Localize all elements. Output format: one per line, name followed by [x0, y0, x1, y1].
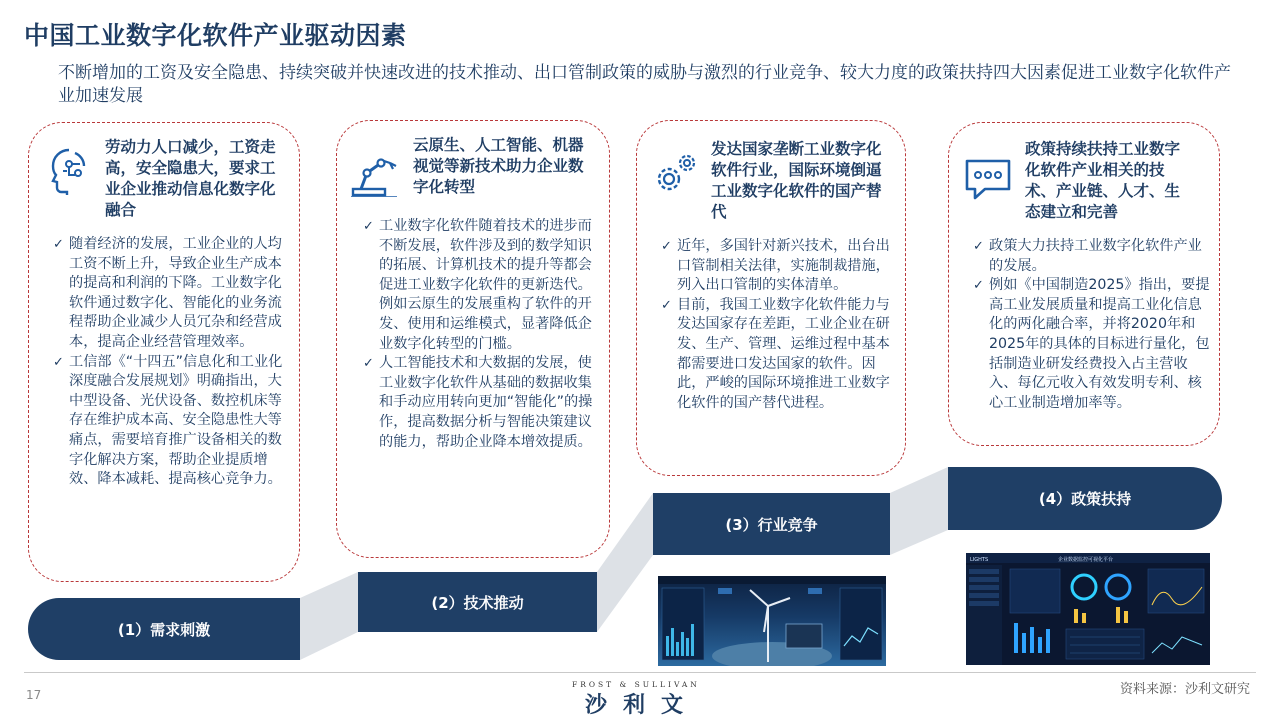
brand-name-cn: 沙利文 [585, 693, 700, 718]
page-title: 中国工业数字化软件产业驱动因素 [24, 21, 407, 50]
check-icon: ✓ [53, 354, 64, 370]
footer-divider [24, 672, 1256, 673]
list-item: ✓ 随着经济的发展，工业企业的人均工资不断上升，导致企业生产成本的提高和利润的下降。工业数字化软件通过数字化、智能化的业务流程帮助企业减少人员冗杂和经营成本，提高企业经营管理效率。 [53, 236, 282, 350]
gears-icon [651, 151, 701, 197]
card-4-heading: 政策持续扶持工业数字化软件产业相关的技术、产业链、人才、生态建立和完善 [1025, 140, 1181, 221]
list-item: ✓ 目前，我国工业数字化软件能力与发达国家存在差距，工业企业在研发、生产、管理、运维过程中基本都需要进口发达国家的软件。因此，严峻的国际环境推进工业数字化软件的国产替代进程。 [661, 296, 890, 411]
platform-title: 企业数据监控可视化平台 [1058, 557, 1114, 563]
list-item: ✓ 工业数字化软件随着技术的进步而不断发展，软件涉及到的数学知识的拓展、计算机技术的提升等都会促进工业数字化软件的更新迭代。例如云原生的发展重构了软件的开发、使用和运维模式，显著降低企业数字化转型的门槛。 [363, 218, 592, 352]
list-item: ✓ 工信部《“十四五”信息化和工业化深度融合发展规划》明确指出，大中型设备、光伏设备、数控机床等存在维护成本高、安全隐患性大等痛点，需要培育推广设备相关的数字化解决方案，帮助企业提质增效、降本减耗、提高核心竞争力。 [53, 353, 283, 488]
platform-brand: LIGHTS [970, 557, 989, 563]
check-icon: ✓ [53, 237, 64, 252]
brain-head-icon [49, 147, 91, 195]
step-1-label: (1）需求刺激 [117, 620, 211, 639]
step-4-bar [948, 467, 1222, 530]
industry-dashboard-image [658, 576, 886, 666]
card-2-bullets [363, 217, 599, 452]
step-4-label: (4）政策扶持 [1038, 490, 1132, 508]
list-item: ✓ 人工智能技术和大数据的发展，使工业数字化软件从基础的数据收集和手动应用转向更加“智能化”的操作，提高数据分析与智能决策建议的能力，帮助企业降本增效提质。 [363, 355, 593, 450]
step-3-label: (3）行业竞争 [725, 515, 818, 534]
card-3-heading: 发达国家垄断工业数字化软件行业，国际环境倒逼工业数字化软件的国产替代 [711, 140, 882, 221]
step-3-bar [653, 493, 890, 555]
step-1-bar [28, 598, 300, 660]
check-icon: ✓ [661, 297, 672, 313]
driver-card-4 [948, 122, 1220, 446]
check-icon: ✓ [363, 356, 374, 372]
robot-arm-icon [349, 151, 399, 197]
connector-1-2 [300, 572, 358, 660]
card-1-heading: 劳动力人口减少，工资走高，安全隐患大，要求工业企业推动信息化数字化融合 [105, 138, 276, 219]
check-icon: ✓ [973, 278, 984, 294]
card-2-heading: 云原生、人工智能、机器视觉等新技术助力企业数字化转型 [413, 136, 584, 196]
platform-graphics [966, 553, 1210, 665]
page-number: 17 [26, 688, 42, 702]
brand-name-en: FROST & SULLIVAN [572, 680, 700, 689]
driver-card-3 [636, 120, 906, 476]
driver-card-1 [28, 122, 300, 582]
check-icon: ✓ [363, 219, 374, 234]
source-note: 资料来源：沙利文研究 [1119, 682, 1250, 697]
driver-card-2 [336, 120, 610, 558]
list-item: ✓ 近年，多国针对新兴技术，出台出口管制相关法律，实施制裁措施，列入出口管制的实体清单。 [661, 238, 890, 294]
step-2-label: (2）技术推动 [431, 593, 524, 612]
step-2-bar [358, 572, 597, 632]
check-icon: ✓ [661, 239, 672, 254]
card-3-bullets [661, 237, 897, 413]
list-item: ✓ 例如《中国制造2025》指出，要提高工业发展质量和提高工业化信息化的两化融合率，并将2020年和2025年的具体的目标进行量化，包括制造业研发经费投入占主营收入、每亿元收入有效发明专利、核心工业制造增加率等。 [973, 277, 1210, 411]
check-icon: ✓ [973, 239, 984, 254]
dashboard-graphics [658, 576, 886, 666]
page-subtitle: 不断增加的工资及安全隐患、持续突破并快速改进的技术推动、出口管制政策的威胁与激烈的行业竞争、较大力度的政策扶持四大因素促进工业数字化软件产业加速发展 [58, 63, 1231, 106]
chat-bubble-icon [963, 157, 1013, 203]
card-1-bullets [53, 235, 289, 490]
card-4-bullets [973, 237, 1211, 413]
list-item: ✓ 政策大力扶持工业数字化软件产业的发展。 [973, 238, 1202, 274]
connector-3-4 [890, 467, 948, 555]
monitoring-platform-image [966, 553, 1210, 665]
